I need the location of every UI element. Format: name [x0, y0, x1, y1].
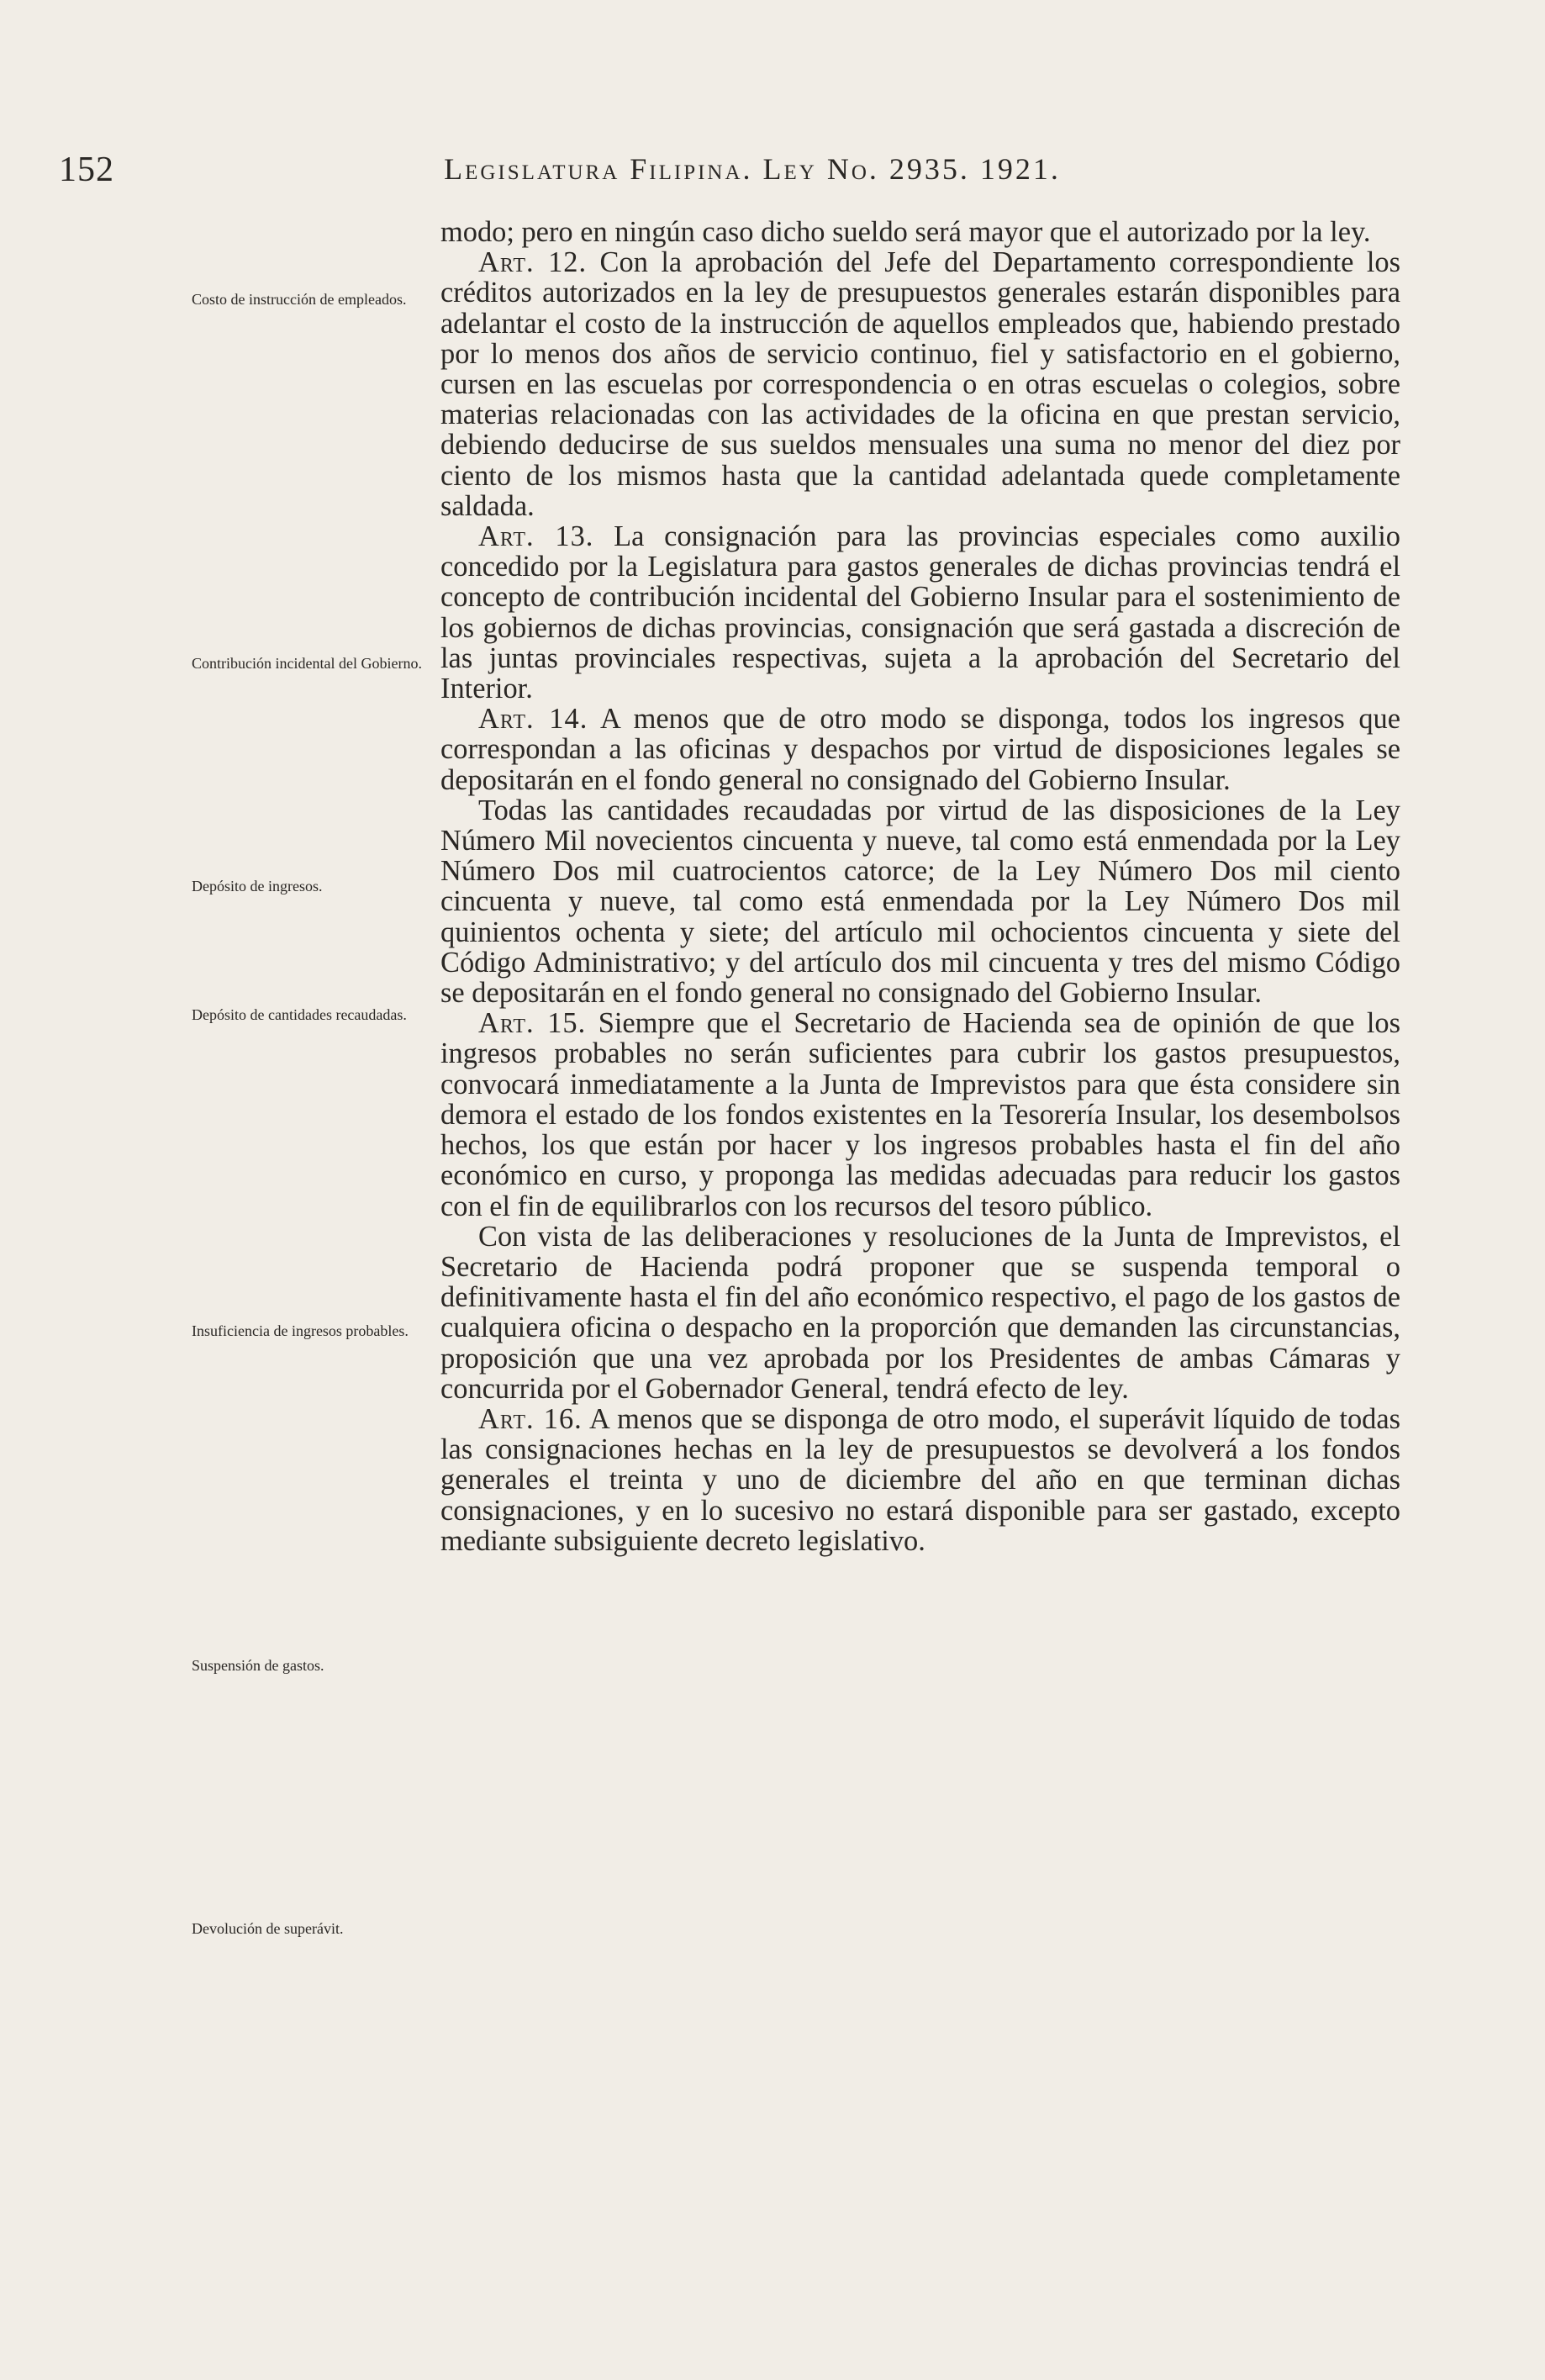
paragraph-art-12: [440, 247, 1400, 521]
margin-note-costo-instruccion: Costo de instrucción de empleados.: [192, 291, 407, 308]
article-label: Art. 15.: [478, 1007, 587, 1040]
paragraph-text: A menos que de otro modo se disponga, todos los ingresos que correspondan a las oficinas y despachos por virtud de disposiciones legales se depositarán en el fondo general no consignado del Gobierno Insular.: [440, 703, 1400, 796]
paragraph-suspension: [440, 1222, 1400, 1404]
margin-note-suspension-gastos: Suspensión de gastos.: [192, 1657, 324, 1674]
margin-note-deposito-ingresos: Depósito de ingresos.: [192, 878, 323, 894]
page-number: 152: [59, 150, 114, 189]
paragraph-art-14: [440, 704, 1400, 795]
margin-note-insuficiencia-ingresos: Insuficiencia de ingresos probables.: [192, 1322, 409, 1339]
article-label: Art. 16.: [478, 1402, 583, 1435]
paragraph-art-15: [440, 1008, 1400, 1221]
paragraph-text: A menos que se disponga de otro modo, el superávit líquido de todas las consignaciones hechas en la ley de presupuestos se devolverá a los fondos generales el treinta y uno de diciembre del año en que terminan dichas consignaciones, y en lo sucesivo no estará disponible para ser gastado, excepto mediante subsiguiente decreto legislativo.: [440, 1402, 1401, 1557]
article-label: Art. 14.: [478, 703, 588, 736]
paragraph-art-13: [440, 521, 1400, 704]
margin-note-devolucion-superavit: Devolución de superávit.: [192, 1920, 344, 1937]
margin-note-contribucion-incidental: Contribución incidental del Gobierno.: [192, 655, 422, 672]
paragraph-text: Con vista de las deliberaciones y resoluciones de la Junta de Imprevistos, el Secretario de Hacienda podrá proponer que se suspenda temporal o definitivamente hasta el fin del año económico respectivo, el pago de los gastos de cualquiera oficina o despacho en la proporción que demanden las circunstancias, proposición que una vez aprobada por los Presidentes de ambas Cámaras y concurrida por el Gobernador General, tendrá efecto de ley.: [440, 1220, 1400, 1405]
paragraph-art-16: [440, 1404, 1400, 1556]
margin-note-deposito-cantidades: Depósito de cantidades recaudadas.: [192, 1006, 407, 1023]
paragraph-cantidades-recaudadas: [440, 795, 1400, 1008]
paragraph-text: Con la aprobación del Jefe del Departamento correspondiente los créditos autorizados en la ley de presupuestos generales estarán disponibles para adelantar el costo de la instrucción de aquellos empleados que, habiendo prestado por lo menos dos años de servicio continuo, fiel y satisfactorio en el gobierno, cursen en las escuelas por correspondencia o en otras escuelas o colegios, sobre materias relacionadas con las actividades de la oficina en que prestan servicio, debiendo deducirse de sus sueldos mensuales una suma no menor del diez por ciento de los mismos hasta que la cantidad adelantada quede completamente saldada.: [440, 246, 1401, 522]
paragraph-continuation: [440, 217, 1400, 247]
article-label: Art. 12.: [478, 246, 588, 279]
body-text: [440, 217, 1400, 1556]
paragraph-text: La consignación para las provincias especiales como auxilio concedido por la Legislatura para gastos generales de dichas provincias tendrá el concepto de contribución incidental del Gobierno Insular para el sostenimiento de los gobiernos de dichas provincias, consignación que será gastada a discreción de las juntas provinciales respectivas, sujeta a la aprobación del Secretario del Interior.: [440, 520, 1400, 705]
running-head: Legislatura Filipina. Ley No. 2935. 1921.: [444, 152, 1061, 186]
paragraph-text: modo; pero en ningún caso dicho sueldo será mayor que el autorizado por la ley.: [440, 216, 1371, 248]
paragraph-text: Todas las cantidades recaudadas por virtud de las disposiciones de la Ley Número Mil novecientos cincuenta y nueve, tal como está enmendada por la Ley Número Dos mil cuatrocientos catorce; de la Ley Número Dos mil ciento cincuenta y nueve, tal como está enmendada por la Ley Número Dos mil quinientos ochenta y siete; del artículo mil ochocientos cincuenta y siete del Código Administrativo; y del artículo dos mil cincuenta y tres del mismo Código se depositarán en el fondo general no consignado del Gobierno Insular.: [440, 794, 1400, 1010]
page-header: [59, 150, 1353, 200]
paragraph-text: Siempre que el Secretario de Hacienda sea de opinión de que los ingresos probables no serán suficientes para cubrir los gastos presupuestos, convocará inmediatamente a la Junta de Imprevistos para que ésta considere sin demora el estado de los fondos existentes en la Tesorería Insular, los desembolsos hechos, los que están por hacer y los ingresos probables hasta el fin del año económico en curso, y proponga las medidas adecuadas para reducir los gastos con el fin de equilibrarlos con los recursos del tesoro público.: [440, 1007, 1401, 1222]
article-label: Art. 13.: [478, 520, 594, 553]
